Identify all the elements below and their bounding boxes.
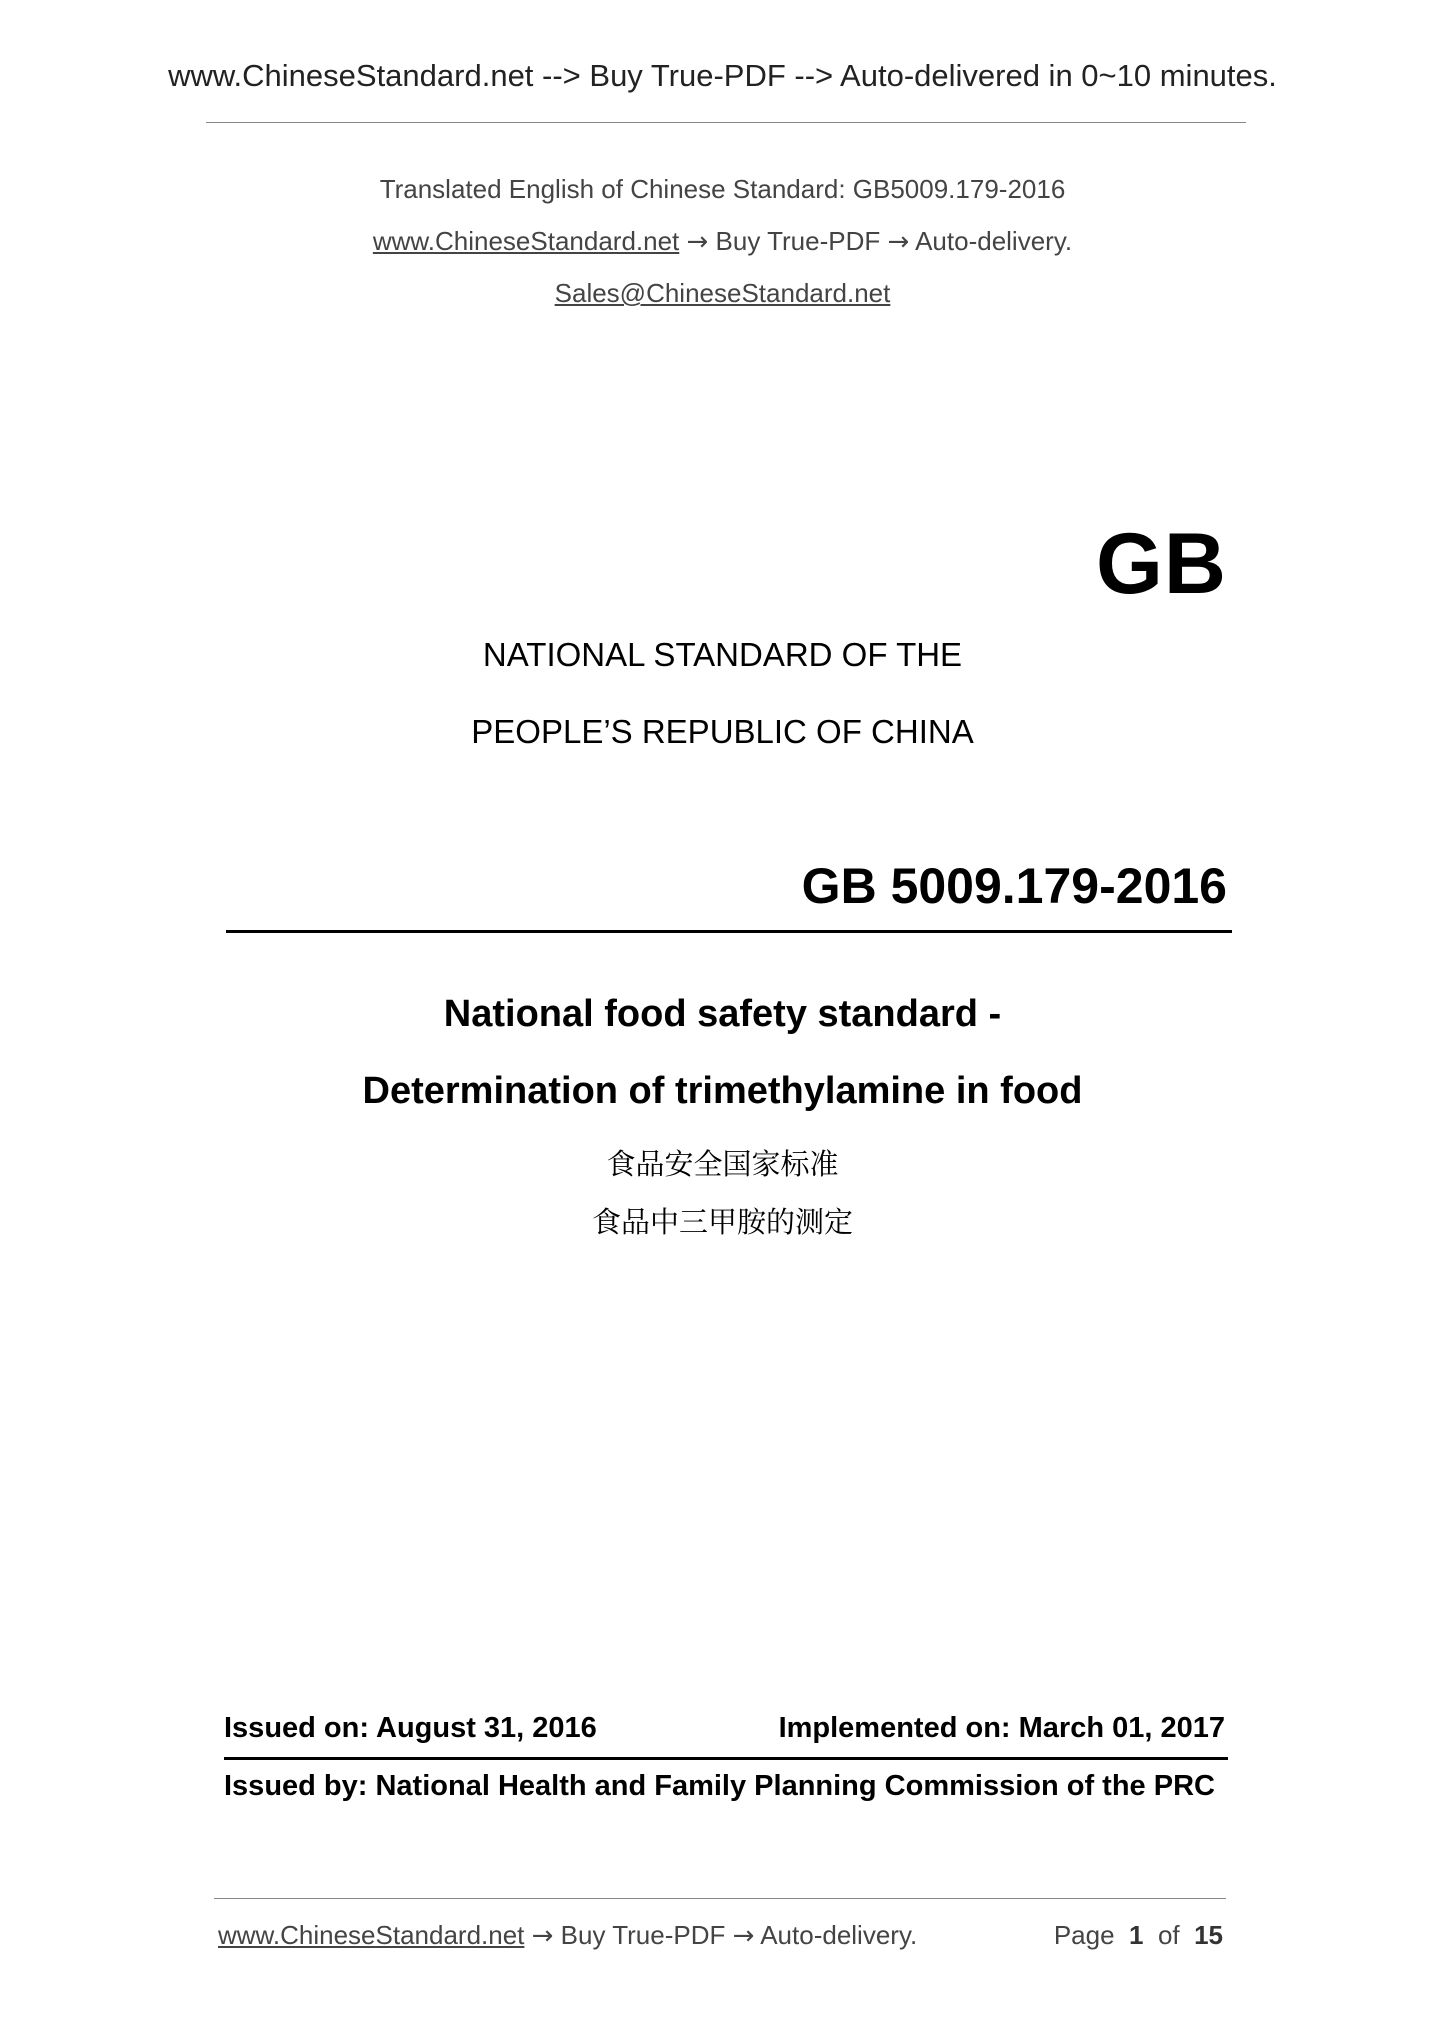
site-link[interactable]: www.ChineseStandard.net (372, 226, 680, 256)
national-standard-line1: NATIONAL STANDARD OF THE (482, 636, 963, 673)
translated-note: Translated English of Chinese Standard: GB5009.179-2016 (379, 174, 1066, 204)
implemented-on-date: Implemented on: March 01, 2017 (778, 1712, 1225, 1744)
code-divider (226, 930, 1232, 933)
document-title-line1: National food safety standard - (443, 993, 1002, 1035)
intro-links-line (0, 226, 1445, 257)
auto-delivery-text: Auto-delivery. (915, 226, 1073, 256)
issue-divider (224, 1757, 1228, 1760)
page-indicator (1054, 1920, 1223, 1951)
gb-mark: GB (1096, 516, 1227, 612)
footer-divider (214, 1898, 1226, 1899)
document-title-line2: Determination of trimethylamine in food (362, 1070, 1083, 1112)
arrow-right-icon: → (887, 227, 910, 257)
header-divider (206, 122, 1246, 123)
top-banner[interactable]: www.ChineseStandard.net --> Buy True-PDF --> Auto-delivered in 0~10 minutes. (168, 58, 1277, 93)
sales-email-link[interactable]: Sales@ChineseStandard.net (554, 278, 891, 308)
page-label: Page (1053, 1920, 1115, 1950)
footer-delivery-text: Auto-delivery. (760, 1920, 918, 1950)
page-number: 1 (1129, 1920, 1144, 1950)
chinese-title-line1: 食品安全国家标准 (606, 1147, 839, 1181)
footer-buy-text: Buy True-PDF (560, 1920, 726, 1950)
arrow-right-icon: → (686, 227, 709, 257)
of-label: of (1157, 1920, 1180, 1950)
footer-site-link[interactable]: www.ChineseStandard.net (218, 1920, 525, 1950)
issued-on-date: Issued on: August 31, 2016 (224, 1712, 597, 1744)
arrow-right-icon: → (531, 1921, 554, 1951)
issued-by: Issued by: National Health and Family Planning Commission of the PRC (224, 1770, 1215, 1802)
arrow-right-icon: → (732, 1921, 755, 1951)
chinese-title-line2: 食品中三甲胺的测定 (591, 1205, 853, 1239)
standard-code: GB 5009.179-2016 (801, 858, 1227, 914)
national-standard-line2: PEOPLE’S REPUBLIC OF CHINA (471, 713, 974, 750)
footer-links (218, 1920, 917, 1951)
buy-true-pdf-text: Buy True-PDF (715, 226, 881, 256)
page-total: 15 (1194, 1920, 1223, 1950)
